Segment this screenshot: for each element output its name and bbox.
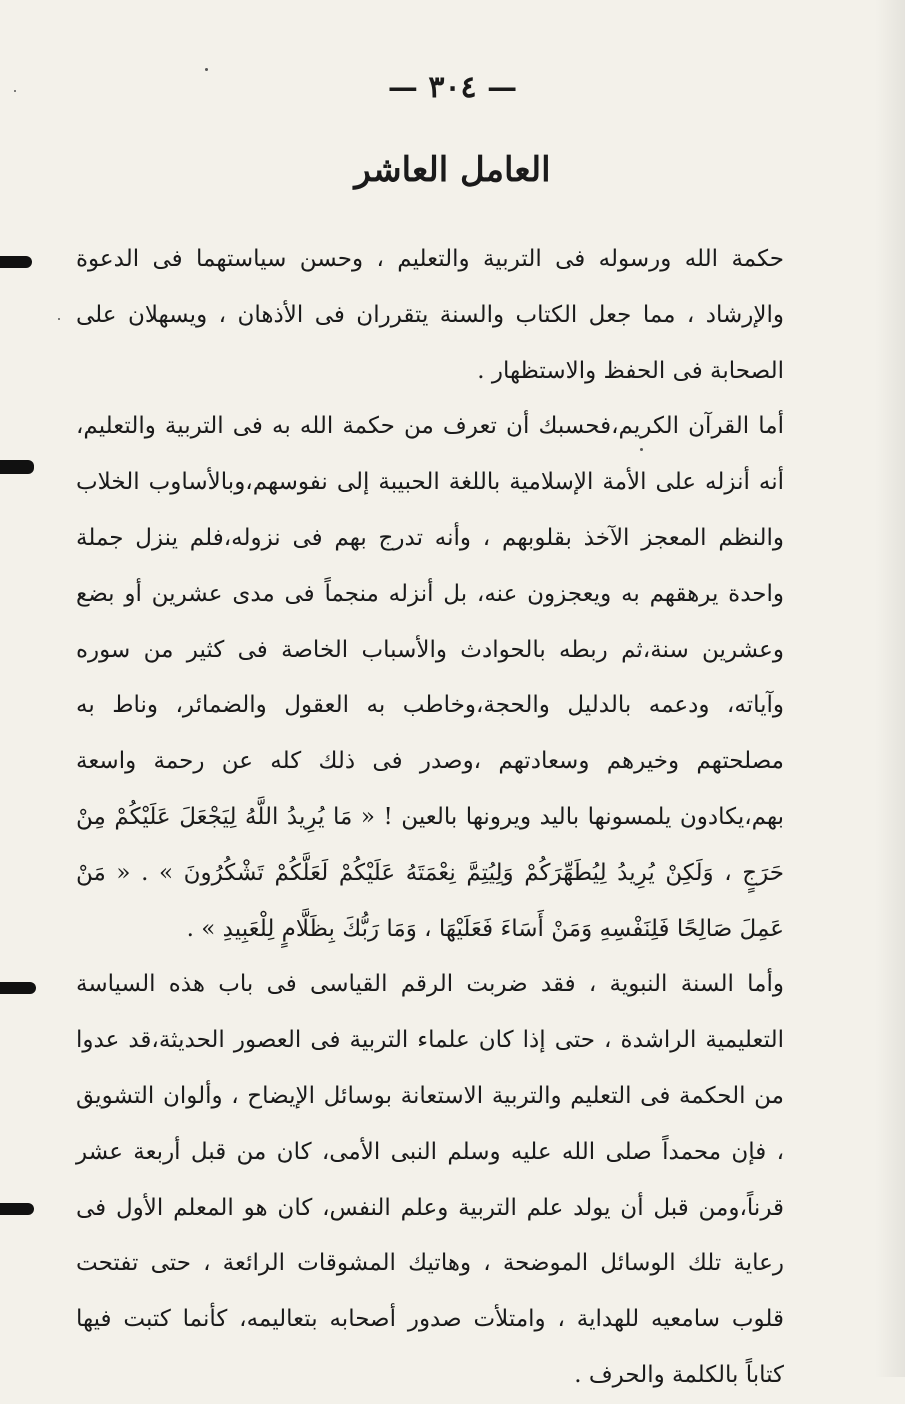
margin-arrow-mark-3 — [0, 982, 36, 994]
page-edge-shadow — [875, 0, 905, 1377]
paragraph-2: أما القرآن الكريم،فحسبك أن تعرف من حكمة الله به فى التربية والتعليم، أنه أنزله على الأمة الإسلامية باللغة الحبيبة إلى نفوسهم،وبالأساوب الخلاب والنظم المعجز الآخذ بقلوبهم ، وأنه تدرج بهم فى نزوله،فلم ينزل جملة واحدة يرهقهم به ويعجزون عنه، بل أنزله منجماً فى مدى عشرين أو بضع وعشرين سنة،ثم ربطه بالحوادث والأسباب الخاصة فى كثير من سوره وآياته، ودعمه بالدليل والحجة،وخاطب به العقول والضمائر، وناط به مصلحتهم وخيرهم وسعادتهم ،وصدر فى ذلك كله عن رحمة واسعة بهم،يكادون يلمسونها باليد ويرونها بالعين ! « مَا يُرِيدُ اللَّهُ لِيَجْعَلَ عَلَيْكُمْ مِنْ حَرَجٍ ، وَلَكِنْ يُرِيدُ لِيُطَهِّرَكُمْ وَلِيُتِمَّ نِعْمَتَهُ عَلَيْكُمْ لَعَلَّكُمْ تَشْكُرُونَ » . « مَنْ عَمِلَ صَالِحًا فَلِنَفْسِهِ وَمَنْ أَسَاءَ فَعَلَيْهَا ، وَمَا رَبُّكَ بِظَلَّامٍ لِلْعَبِيدِ » . — [76, 413, 784, 942]
paragraph-1: حكمة الله ورسوله فى التربية والتعليم ، وحسن سياستهما فى الدعوة والإرشاد ، مما جعل الكتاب والسنة يتقرران فى الأذهان ، ويسهلان على الصحابة فى الحفظ والاستظهار . — [76, 246, 784, 384]
paragraph-3: وأما السنة النبوية ، فقد ضربت الرقم القياسى فى باب هذه السياسة التعليمية الراشدة ، حتى إذا كان علماء التربية فى العصور الحديثة،قد عدوا من الحكمة فى التعليم والتربية الاستعانة بوسائل الإيضاح ، وألوان التشويق ، فإن محمداً صلى الله عليه وسلم النبى الأمى، كان من قبل أربعة عشر قرناً،ومن قبل أن يولد علم التربية وعلم النفس، كان هو المعلم الأول فى رعاية تلك الوسائل الموضحة ، وهاتيك المشوقات الرائعة ، حتى تفتحت قلوب سامعيه للهداية ، وامتلأت صدور أصحابه بتعاليمه، كأنما كتبت فيها كتاباً بالكلمة والحرف . — [76, 971, 784, 1388]
margin-arrow-mark-2 — [0, 460, 34, 474]
scan-speck — [14, 90, 16, 92]
body-text — [76, 232, 784, 1404]
margin-arrow-mark-1 — [0, 256, 32, 268]
margin-arrow-mark-4 — [0, 1203, 34, 1215]
scan-speck — [205, 68, 208, 71]
page-number: — ٣٠٤ — — [387, 70, 518, 105]
scan-speck — [640, 448, 643, 451]
chapter-title: العامل العاشر — [354, 150, 551, 190]
scan-speck — [58, 318, 60, 320]
